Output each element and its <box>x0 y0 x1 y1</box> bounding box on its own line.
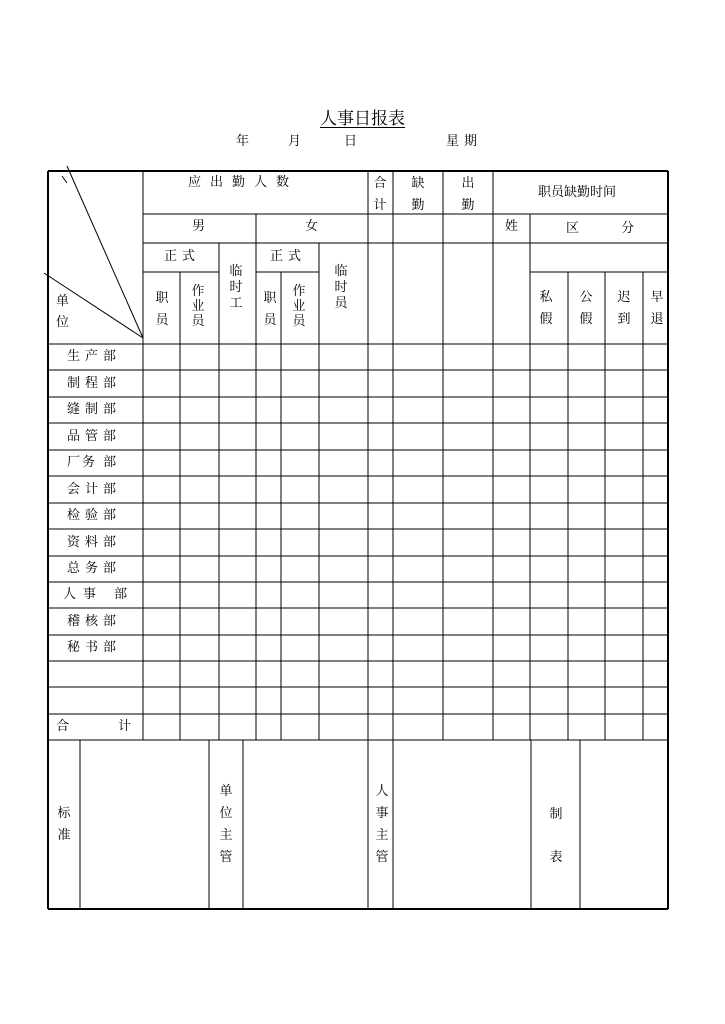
dept-row-6: 会计部 <box>67 482 122 497</box>
header-total: 合计 <box>373 176 387 213</box>
header-temporary-staff: 临时员 <box>334 264 348 311</box>
footer-hr-supervisor: 人事主管 <box>375 784 389 865</box>
summary-total-label: 合 计 <box>56 719 132 734</box>
header-male-operator: 作业员 <box>191 284 205 329</box>
header-absent: 缺勤 <box>411 176 425 213</box>
header-female-operator: 作业员 <box>292 284 306 329</box>
date-year-label: 年 <box>236 134 250 149</box>
footer-prepared-by: 制表 <box>549 807 563 865</box>
dept-row-2: 制程部 <box>67 376 122 391</box>
dept-row-1: 生产部 <box>67 349 122 364</box>
dept-row-7: 检验部 <box>67 508 122 523</box>
header-early-leave: 早退 <box>650 290 664 327</box>
header-unit: 单位 <box>56 294 70 330</box>
header-female-regular: 正式 <box>270 249 307 264</box>
header-male: 男 <box>192 219 206 234</box>
dept-row-8: 资料部 <box>67 535 122 550</box>
header-male-staff: 职员 <box>155 291 169 328</box>
header-personal-leave: 私假 <box>539 290 553 327</box>
header-female: 女 <box>305 219 319 234</box>
footer-standard: 标准 <box>57 806 71 843</box>
dept-row-10: 人事 部 <box>63 587 135 602</box>
page-title: 人事日报表 <box>320 109 405 129</box>
header-female-staff: 职员 <box>263 291 277 328</box>
header-category: 区 分 <box>566 221 635 236</box>
header-present: 出勤 <box>461 176 475 213</box>
header-absence-time: 职员缺勤时间 <box>538 185 617 200</box>
header-late: 迟到 <box>617 290 631 327</box>
header-official-leave: 公假 <box>579 290 593 327</box>
header-name: 姓 <box>505 219 519 234</box>
dept-row-3: 缝制部 <box>67 402 122 417</box>
header-temporary-worker: 临时工 <box>229 264 243 311</box>
date-month-label: 月 <box>288 134 302 149</box>
date-day-label: 日 <box>344 134 358 149</box>
dept-row-9: 总务部 <box>67 561 122 576</box>
header-male-regular: 正式 <box>164 249 201 264</box>
dept-row-12: 秘书部 <box>67 640 122 655</box>
header-attendance-required: 应出勤人数 <box>188 175 299 190</box>
footer-unit-supervisor: 单位主管 <box>219 784 233 865</box>
dept-row-5: 厂务 部 <box>67 455 119 470</box>
dept-row-4: 品管部 <box>67 429 122 444</box>
dept-row-11: 稽核部 <box>67 614 122 629</box>
date-weekday-label: 星期 <box>446 134 483 149</box>
